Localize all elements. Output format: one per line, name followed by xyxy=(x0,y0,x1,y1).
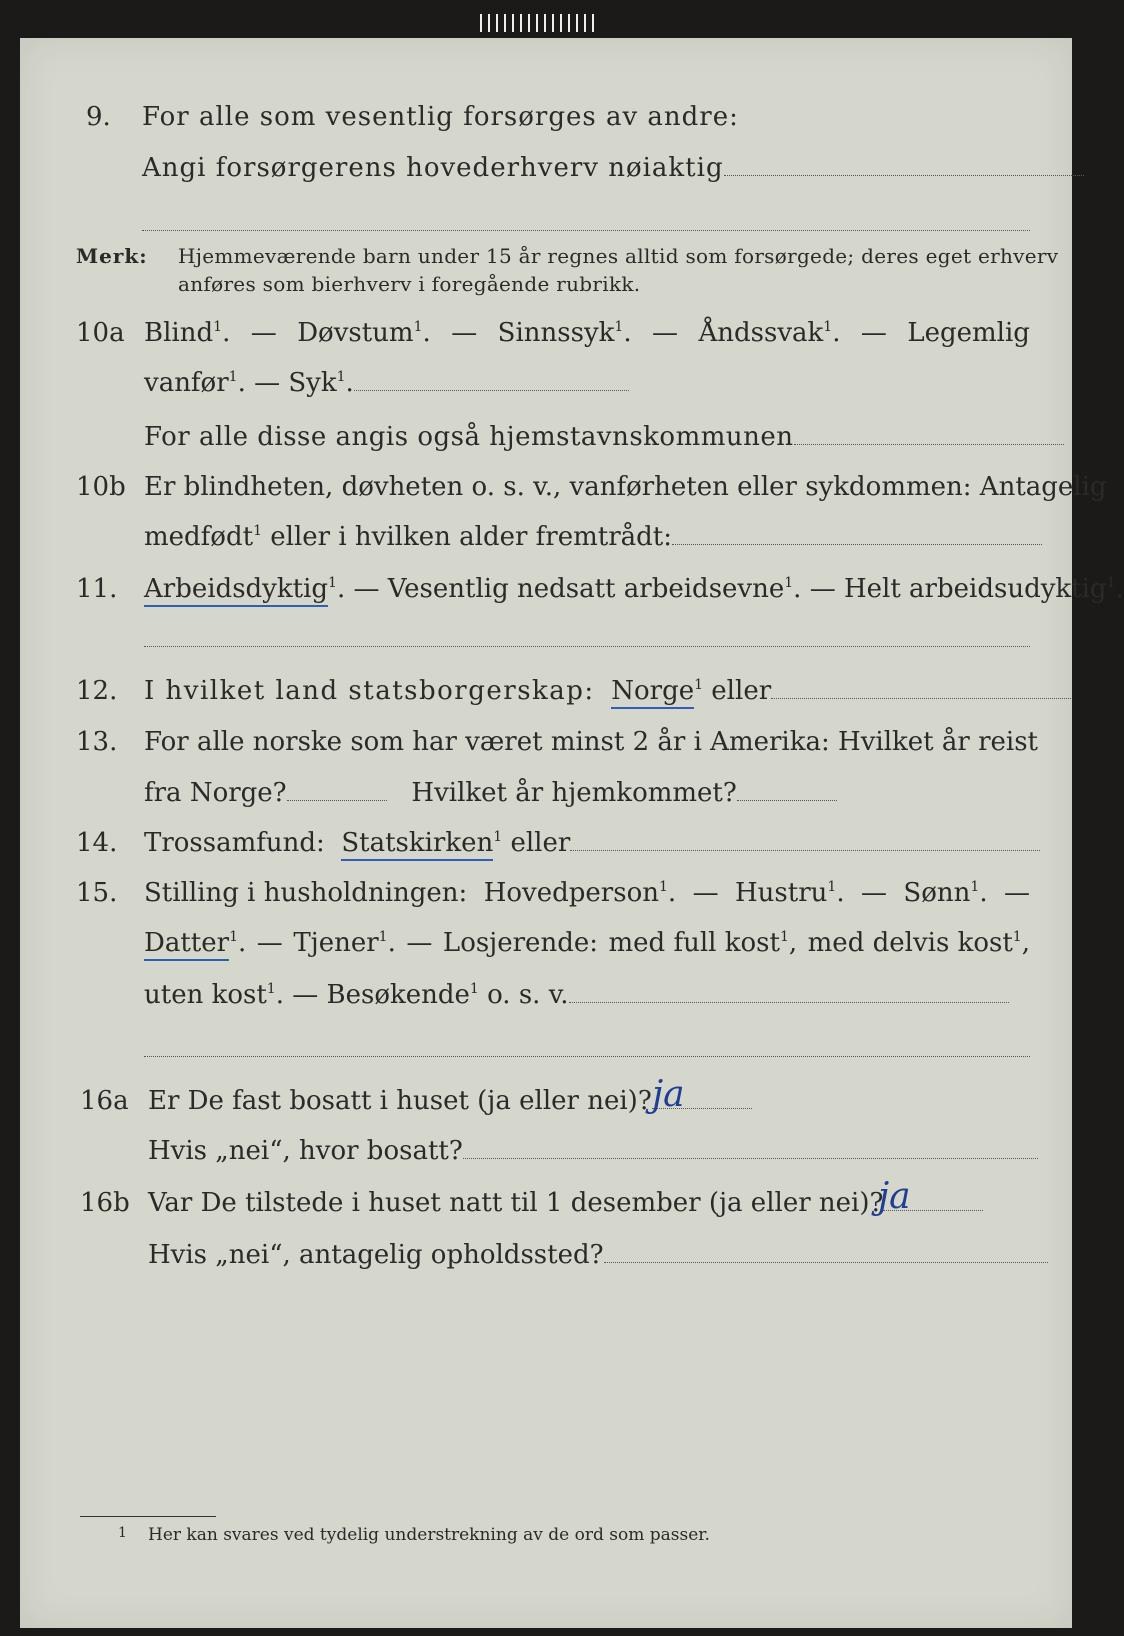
dash: — xyxy=(406,928,433,958)
dash: — xyxy=(692,878,719,908)
q15-opt-uten-kost[interactable]: uten kost$^1$. xyxy=(144,980,284,1010)
q11-opt-arbeidsdyktig[interactable]: Arbeidsdyktig xyxy=(144,574,328,607)
q12-eller: eller xyxy=(711,676,772,706)
q15-losjerende-label: Losjerende: xyxy=(442,928,598,958)
dash: — xyxy=(652,318,679,348)
q15-answer-line[interactable] xyxy=(144,1056,1030,1057)
dash: — xyxy=(861,878,887,908)
q16a-number: 16a xyxy=(80,1086,129,1116)
q16a-line2 xyxy=(148,1138,1038,1164)
q11-answer-line[interactable] xyxy=(144,646,1030,647)
q15-opt-sonn[interactable]: Sønn$^1$. xyxy=(903,878,988,908)
q14-line1: Trossamfund: Statskirken$^1$ eller xyxy=(144,830,1040,856)
q15-opt-delvis-kost[interactable]: med delvis kost$^1$, xyxy=(807,928,1030,958)
q12-line1: I hvilket land statsborgerskap: Norge$^1$ eller xyxy=(144,678,1071,704)
q13-reist-label: fra Norge? xyxy=(144,778,287,808)
q10a-answer-field[interactable] xyxy=(354,389,629,391)
q10a-opt-syk[interactable]: Syk$^1$. xyxy=(288,368,354,398)
q14-number: 14. xyxy=(76,828,118,858)
footnote-text: Her kan svares ved tydelig understrekning av de ord som passer. xyxy=(148,1525,710,1545)
q15-answer-field[interactable] xyxy=(569,1001,1009,1003)
q12-opt-norge[interactable]: Norge xyxy=(611,676,694,709)
q16b-line1 xyxy=(148,1190,983,1216)
q13-hjemkommet-label: Hvilket år hjemkommet? xyxy=(411,778,737,808)
dash: — xyxy=(1004,878,1030,908)
q11-opt-nedsatt[interactable]: Vesentlig nedsatt arbeidsevne$^1$. xyxy=(387,574,802,604)
q10a-opt-blind[interactable]: Blind$^1$. xyxy=(144,318,231,348)
q11-line1: Arbeidsdyktig$^1$. — Vesentlig nedsatt arbeidsevne$^1$. — Helt arbeidsudyktig$^1$. xyxy=(144,576,1124,602)
q14-label: Trossamfund: xyxy=(144,828,325,858)
q12-number: 12. xyxy=(76,676,118,706)
q15-line2 xyxy=(144,930,1030,956)
q10a-opt-legemlig[interactable]: Legemlig xyxy=(907,318,1030,348)
q15-label: Stilling i husholdningen: xyxy=(144,878,468,908)
q16b-question: Var De tilstede i huset natt til 1 desember (ja eller nei)? xyxy=(148,1188,884,1218)
dash: — xyxy=(250,318,277,348)
q16a-question: Er De fast bosatt i huset (ja eller nei)? xyxy=(148,1086,652,1116)
q16b-opholdssted-field[interactable] xyxy=(604,1261,1048,1263)
q9-answer-field[interactable] xyxy=(724,174,1084,176)
q9-line2-text: Angi forsørgerens hovederhverv nøiaktig xyxy=(142,153,724,183)
q14-answer-field[interactable] xyxy=(570,849,1040,851)
q10a-opt-andssvak[interactable]: Åndssvak$^1$. xyxy=(698,318,841,348)
q15-osv: o. s. v. xyxy=(487,980,569,1010)
merk-label: Merk: xyxy=(76,244,148,268)
q10b-line2-text: eller i hvilken alder fremtrådt: xyxy=(270,522,673,552)
dash: — xyxy=(860,318,887,348)
q15-opt-besokende[interactable]: Besøkende$^1$ xyxy=(326,980,479,1010)
q9-answer-line2[interactable] xyxy=(142,230,1030,231)
dash: — xyxy=(254,368,281,398)
q11-opt-udyktig[interactable]: Helt arbeidsudyktig$^1$. xyxy=(843,574,1124,604)
q16a-followup: Hvis „nei“, hvor bosatt? xyxy=(148,1136,463,1166)
q16a-answer: ja xyxy=(652,1074,685,1115)
q9-line2 xyxy=(142,155,1084,181)
q14-eller: eller xyxy=(510,828,571,858)
q15-line3: uten kost$^1$. — Besøkende$^1$ o. s. v. xyxy=(144,982,1009,1008)
q14-opt-statskirken[interactable]: Statskirken xyxy=(341,828,493,861)
q12-label: I hvilket land statsborgerskap: xyxy=(144,676,595,706)
q16b-line2 xyxy=(148,1242,1048,1268)
q16b-number: 16b xyxy=(80,1188,130,1218)
q15-opt-full-kost[interactable]: med full kost$^1$, xyxy=(608,928,798,958)
q15-opt-tjener[interactable]: Tjener$^1$. xyxy=(293,928,396,958)
q13-reist-field[interactable] xyxy=(287,799,387,801)
q13-line1: For alle norske som har været minst 2 år i Amerika: Hvilket år reist xyxy=(144,727,1038,757)
q10b-answer-field[interactable] xyxy=(672,543,1042,545)
q16b-followup: Hvis „nei“, antagelig opholdssted? xyxy=(148,1240,604,1270)
q10a-opt-sinnssyk[interactable]: Sinnssyk$^1$. xyxy=(497,318,632,348)
q16a-bosatt-field[interactable] xyxy=(463,1157,1038,1159)
q10a-opt-dovstum[interactable]: Døvstum$^1$. xyxy=(297,318,431,348)
q10a-line3-text: For alle disse angis også hjemstavnskommunen xyxy=(144,422,794,452)
q15-opt-hustru[interactable]: Hustru$^1$. xyxy=(735,878,845,908)
q15-line1 xyxy=(144,880,1030,906)
q10b-opt-medfodt[interactable]: medfødt$^1$ xyxy=(144,522,262,552)
q9-line1: For alle som vesentlig forsørges av andre: xyxy=(142,102,739,132)
dash: — xyxy=(256,928,283,958)
q12-answer-field[interactable] xyxy=(771,697,1071,699)
footnote-marker: 1 xyxy=(118,1525,127,1541)
q10b-line2 xyxy=(144,524,1042,550)
q10b-number: 10b xyxy=(76,472,126,502)
q13-hjemkommet-field[interactable] xyxy=(737,799,837,801)
q13-number: 13. xyxy=(76,727,118,757)
q10a-line1 xyxy=(144,320,1030,346)
q11-number: 11. xyxy=(76,574,118,604)
merk-line2: anføres som bierhverv i foregående rubrikk. xyxy=(178,272,641,296)
q13-line2 xyxy=(144,780,837,806)
q15-number: 15. xyxy=(76,878,118,908)
q15-opt-datter[interactable]: Datter$^1$. xyxy=(144,930,246,956)
q10b-line1: Er blindheten, døvheten o. s. v., vanførheten eller sykdommen: Antagelig xyxy=(144,472,1107,502)
q10a-hjemstavn-field[interactable] xyxy=(794,443,1064,445)
q16b-answer: ja xyxy=(878,1176,911,1217)
q10a-line2 xyxy=(144,370,629,396)
q9-number: 9. xyxy=(86,102,111,132)
q15-opt-hovedperson[interactable]: Hovedperson$^1$. xyxy=(483,878,677,908)
dash: — xyxy=(451,318,478,348)
q10a-opt-vanfor[interactable]: vanfør$^1$. xyxy=(144,368,246,398)
q10a-line3 xyxy=(144,424,1064,450)
merk-line1: Hjemmeværende barn under 15 år regnes alltid som forsørgede; deres eget erhverv xyxy=(178,244,1059,268)
q10a-number: 10a xyxy=(76,318,125,348)
footnote-rule xyxy=(80,1516,216,1517)
